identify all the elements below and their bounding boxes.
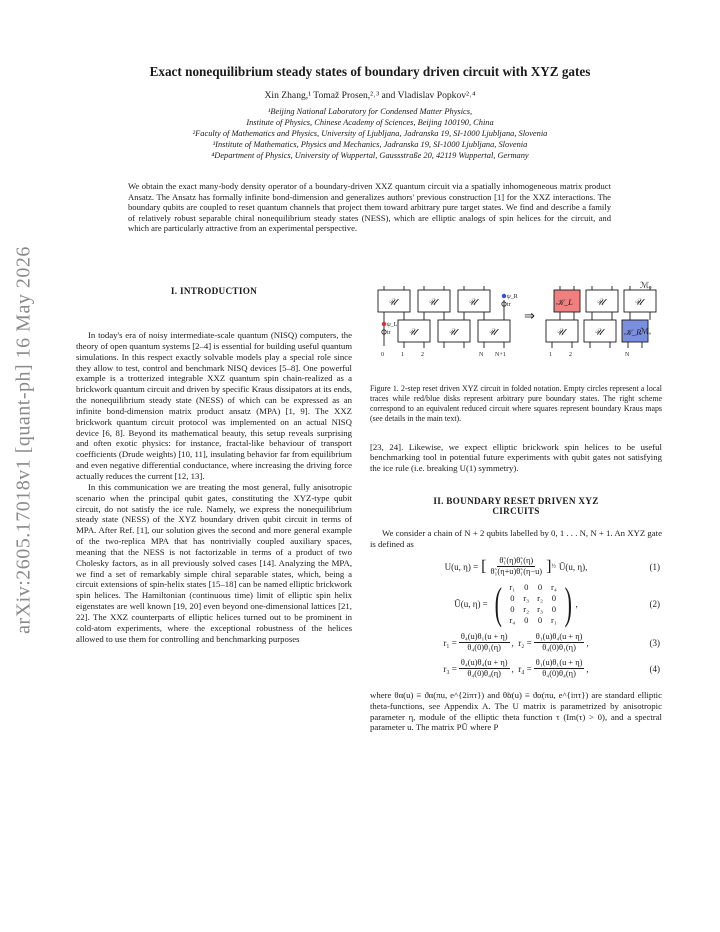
equation-2 (370, 578, 662, 630)
site-2: 2 (421, 352, 424, 358)
site-1: 1 (401, 352, 404, 358)
arxiv-identifier (4, 120, 44, 760)
affiliation-3: ³Institute of Mathematics, Physics and Mechanics, Jadranska 19, SI-1000 Ljubljana, Slovenia (212, 140, 528, 150)
equation-3: r₁ = $\frac{\text{θ₄(u)θ₁(u + η)}}{\text{θ₄(0)θ₁(η)}}$ , r₂ = $\frac{\text{θ₁(u)θ₄(u + η)}}{\text{θ₄(0)θ₁(η)}}$ , (3) (443, 632, 660, 653)
circuit-diagram (370, 280, 662, 376)
site-r-2: 2 (569, 352, 572, 358)
site-N1: N+1 (495, 352, 506, 358)
section-2-paragraph-1: We consider a chain of N + 2 qubits labelled by 0, 1 . . . N, N + 1. An XYZ gate is defined as (370, 528, 662, 549)
abstract: We obtain the exact many-body density operator of a boundary-driven XXZ quantum circuit via a spatially inhomogeneous matrix product Ansatz. The Ansatz has formally infinite bond-dimension and generalizes authors' previous construction [1] for the XXZ interactions. The boundary qubits are coupled to reset quantum channels that project them toward arbitrary pure target states. We find and describe a family of relatively robust separable chiral nonequilibrium steady states (NESS), which are elliptic analogs of spin helices for the circuit, and which are particularly attractive from an experimental perspective. (128, 181, 611, 234)
gate-label-5: 𝒰 (448, 328, 457, 338)
tr-left-label: tr (387, 330, 391, 336)
gate-label-4: 𝒰 (408, 328, 417, 338)
eq3-r2: r₂ = (518, 637, 532, 648)
equation-4: r₃ = $\frac{\text{θ₄(u)θ₄(u + η)}}{\text{θ₄(0)θ₄(η)}}$ , r₄ = $\frac{\text{θ₁(u)θ₁(u + η)}}{\text{θ₄(0)θ₄(η)}}$ , (4) (443, 658, 660, 679)
site-N: N (479, 352, 484, 358)
gate-label-1: 𝒰 (388, 298, 397, 308)
eq2-number: (2) (649, 598, 660, 609)
kraus-right-label: 𝒦_R (624, 327, 642, 337)
right-column (370, 280, 662, 733)
right-paragraph-1: [23, 24]. Likewise, we expect elliptic brickwork spin helices to be useful benchmarking tool in potential future experiments with qubit gates not satisfying the ice rule (i.e. breaking U(1) symmetry). (370, 441, 662, 474)
eq4-r4: r₄ = (518, 663, 532, 674)
eq3-r1: r₁ = (443, 637, 457, 648)
gate-r-label-4: 𝒰 (594, 328, 603, 338)
eq4-r3: r₃ = (443, 663, 457, 674)
affiliations (60, 106, 680, 161)
tr-right-label: tr (507, 302, 511, 308)
affiliation-1a: ¹Beijing National Laboratory for Condensed Matter Physics, (267, 107, 473, 116)
paper-title: Exact nonequilibrium steady states of boundary driven circuit with XYZ gates (149, 64, 591, 79)
arxiv-id-text: arXiv:2605.17018v1 [quant-ph] 16 May 2026 (12, 246, 35, 634)
eq1-num: θ̃₁(η)θ̃₁(η) (499, 556, 534, 566)
site-0: 0 (381, 352, 384, 358)
me-label: ℳₑ (640, 326, 652, 336)
reduction-arrow: ⇒ (524, 308, 535, 323)
psi-left-dot (382, 322, 386, 326)
site-r-N: N (625, 352, 630, 358)
gate-r-label-1: 𝒰 (596, 298, 605, 308)
section-2-heading: II. BOUNDARY RESET DRIVEN XYZ CIRCUITS (433, 496, 599, 517)
eq2-matrix: ( r₁ 0 0 r₄ 0 r₃ r₂ 0 0 r₂ r₃ 0 r₄ 0 0 r₁ ) , (494, 578, 578, 628)
affiliation-1b: Institute of Physics, Chinese Academy of Sciences, Beijing 100190, China (246, 118, 494, 128)
figure-1 (370, 280, 662, 376)
gate-label-6: 𝒰 (488, 328, 497, 338)
gate-r-label-3: 𝒰 (556, 328, 565, 338)
author-list: Xin Zhang,¹ Tomaž Prosen,²˒³ and Vladislav Popkov²˒⁴ (264, 90, 476, 101)
eq1-rhs: Ũ(u, η), (558, 561, 588, 572)
section-2-paragraph-2: where θα(u) ≡ ϑα(πu, e^{2iπτ}) and θ̃α(u) ≡ ϑα(πu, e^{iπτ}) are standard elliptic theta-functions, see Appendix A. The U matrix is parametrized by anisotropic parameter η, module of the elliptic theta function τ (Im(τ) > 0), and a spectral parameter u. The matrix PŨ where P (370, 689, 662, 733)
eq1-number: (1) (649, 561, 660, 572)
gate-label-2: 𝒰 (428, 298, 437, 308)
site-r-1: 1 (549, 352, 552, 358)
eq1-den: θ̃₁(η+u)θ̃₁(η−u) (490, 567, 543, 577)
mo-label: ℳₒ (640, 280, 652, 290)
kraus-left-label: 𝒦_L (556, 297, 573, 307)
eq2-lhs: Ũ(u, η) = (454, 598, 488, 609)
psi-left-label: ψ_L (387, 322, 398, 328)
eq1-lhs: U(u, η) = (444, 561, 479, 572)
affiliation-4: ⁴Department of Physics, University of Wuppertal, Gaussstraße 20, 42119 Wuppertal, Germany (211, 151, 529, 161)
intro-paragraph-2: In this communication we are treating the most general, fully anisotropic scenario when the principal qubit gates, constituting the XYZ-type qubit circuit, do not satisfy the ice rule. Namely, we express the nonequilibrium steady state (NESS) of the XYZ boundary driven qubit circuit in terms of MPA. After Ref. [1], our solution gives the second and more general example of the two-replica MPA that has nontrivially coupled auxiliary spaces, meaning that the NESS is not factorizable in terms of a product of two Cholesky factors, as in all previously solved cases [14]. Analyzing the MPA, we find a set of remarkably simple chiral separable states, which, being a circuit extensions of spin-helix states [15–18] can be named elliptic brickwork spin helices. The Hamiltonian (continuous time) limit of elliptic spin helix eigenstates are well known [19, 20] even beyond one-dimensional lattices [21, 22]. The XXZ counterparts of elliptic helices turned out to be prominent in cold-atom experiments, where the exceptional robustness of the helices allowed to use them for controlling and benchmarking purposes (76, 481, 352, 644)
eq4-number: (4) (649, 663, 660, 674)
figure-1-caption: Figure 1. 2-step reset driven XYZ circuit in folded notation. Empty circles represent a local traces while red/blue disks represent arbitrary pure boundary states. The right scheme correspond to an equivalent reduced circuit where squares represent boundary Kraus maps (see details in the main text). (370, 384, 662, 423)
intro-paragraph-1: In today's era of noisy intermediate-scale quantum (NISQ) computers, the theory of open quantum systems [2–4] is essential for building useful quantum simulations. In this respect exactly solvable models play a special role since they allow to test, control and benchmark NISQ devices [5–8]. One powerful example is a trotterized integrable XXZ quantum spin chain-realized as a brickwork quantum circuit and driven by specific Kraus dissipators at its ends, the nonequilibrium steady state (NESS) of which can be expressed as an infinite bond-dimension matrix product ansatz (MPA) [1, 9]. The XXZ brickwork quantum circuit protocol was implemented on an actual NISQ device [6, 8]. Beyond its mathematical beauty, this setup reveals surprising and often exotic physics: for instance, fractal-like behaviour of transport coefficients (Drude weights) [10, 11], insulating behavior far from equilibrium and even negative differential conductance, where increasing the driving force actually reduces the current [12, 13]. (76, 330, 352, 481)
gate-label-3: 𝒰 (468, 298, 477, 308)
equation-1: U(u, η) = [ $\frac{\text{θ̃₁(η)θ̃₁(η)}}{\text{θ̃₁(η+u)θ̃₁(η−u)}}$ ] ½ Ũ(u, η), (1) (444, 556, 660, 577)
psi-right-label: ψ_R (507, 294, 518, 300)
gate-r-label-2: 𝒰 (634, 298, 643, 308)
section-1-heading: I. INTRODUCTION (170, 286, 258, 296)
psi-right-dot (502, 294, 506, 298)
affiliation-2: ²Faculty of Mathematics and Physics, University of Ljubljana, Jadranska 19, SI-1000 Ljubljana, Slovenia (192, 129, 548, 139)
left-column (76, 286, 352, 644)
eq3-number: (3) (649, 637, 660, 648)
